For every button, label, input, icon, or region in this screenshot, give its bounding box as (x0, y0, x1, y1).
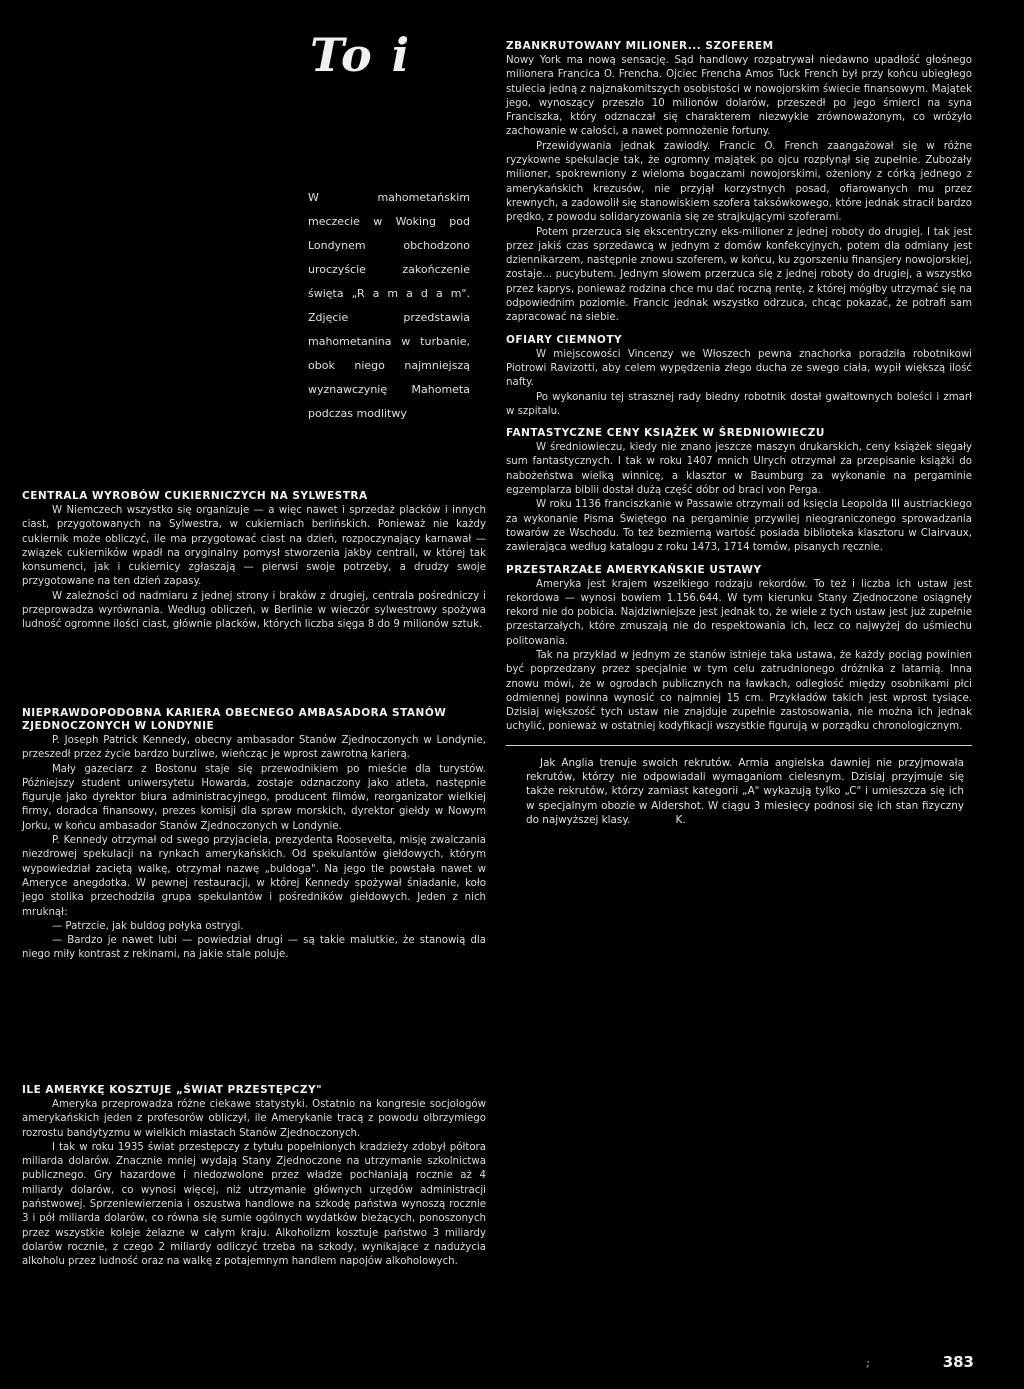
section-logo: To i (310, 28, 412, 82)
article-paragraph: Przewidywania jednak zawiodły. Francic O. French zaangażował się w różne ryzykowne spekulacje tak, że ogromny majątek po ojcu rozpłynął się zupełnie. Zubożały milioner, spokrewniony z wieloma bogaczami nowojorskimi, ożeniony z córką jednego z amerykańskich krezusów, nie przyjął korzystnych posad, ofiarowanych mu przez krewnych, a zadowolił się stanowiskiem szofera taksówkowego, które jednak stracił bardzo prędko, z powodu solidaryzowania się ze strajkującymi szoferami. (506, 140, 972, 224)
article-superstition (506, 334, 972, 419)
article-paragraph: P. Kennedy otrzymał od swego przyjaciela, prezydenta Roosevelta, misję zwalczania niezdrowej spekulacji na rynkach amerykańskich. Od spekulantów giełdowych, którym wypowiedział zaciętą walkę, otrzymał nazwę „buldoga". Na jego tle powstała nawet w Ameryce anegdotka. W pewnej restauracji, w której Kennedy spożywał śniadanie, koło jego stolika przechodziła grupa spekulantów i pośredników giełdowych. Jeden z nich mruknął: (22, 835, 486, 918)
author-initial: K. (675, 813, 686, 826)
article-paragraph: — Bardzo je nawet lubi — powiedział drugi — są takie malutkie, że stanowią dla niego miły kontrast z rekinami, na jakie stale poluje. (22, 935, 486, 961)
article-paragraph: W średniowieczu, kiedy nie znano jeszcze maszyn drukarskich, ceny książek sięgały sum fantastycznych. I tak w roku 1407 mnich Ulrych otrzymał za przepisanie książki do nabożeństwa wielką winnicę, a klasztor w Baumburg za wykonanie na pergaminie egzemplarza biblii dostał dużą część dóbr od braci von Perga. (506, 442, 972, 497)
article-paragraph: W zależności od nadmiaru z jednej strony i braków z drugiej, centrala pośredniczy i przeprowadza wyrównania. Według obliczeń, w Berlinie w wieczór sylwestrowy spożywa ludność ogromne ilości ciast, głównie placków, których liczba sięga 8 do 9 milionów sztuk. (22, 590, 486, 631)
article-headline: ILE AMERYKĘ KOSZTUJE „ŚWIAT PRZESTĘPCZY" (22, 1084, 323, 1096)
article-headline: NIEPRAWDOPODOBNA KARIERA OBECNEGO AMBASADORA STANÓW ZJEDNOCZONYCH W LONDYNIE (22, 707, 447, 732)
article-paragraph: W miejscowości Vincenzy we Włoszech pewna znachorka poradziła robotnikowi Piotrowi Ravizotti, aby celem wypędzenia złego ducha ze swego ciała, wypił większą ilość nafty. (506, 348, 972, 389)
article-paragraph: Tak na przykład w jednym ze stanów istnieje taka ustawa, że każdy pociąg powinien być poprzedzany przez specjalnie w tym celu zatrudnionego dróżnika z latarnią. Inna znowu mówi, że w ogrodach publicznych na ławkach, odległość między osobnikami płci odmiennej powinna wynosić co najmniej 15 cm. Przykładów takich jest wprost tysiące. Dzisiaj większość tych ustaw nie znajduje zupełnie zastosowania, nie można ich jednak uchylić, ponieważ w ostatniej kodyfikacji wszystkie figurują w porządku chronologicznym. (506, 649, 972, 733)
article-millionaire (506, 40, 972, 326)
article-paragraph: Ameryka przeprowadza różne ciekawe statystyki. Ostatnio na kongresie socjologów amerykańskich jeden z profesorów obliczył, ile Amerykanie tracą z powodu olbrzymiego rozrostu bandytyzmu w wielkich miastach Stanów Zjednoczonych. (22, 1099, 486, 1139)
article-headline: PRZESTARZAŁE AMERYKAŃSKIE USTAWY (506, 563, 762, 576)
article-paragraph: W roku 1136 franciszkanie w Passawie otrzymali od księcia Leopolda III austriackiego za wykonanie Pisma Świętego na pergaminie przywilej nieograniczonego sprowadzania towarów ze Wschodu. To też bezmierną wartość posiada biblioteka klasztoru w Clairvaux, zawierająca według katalogu z roku 1473, 1714 tomów, pisanych ręcznie. (506, 499, 972, 554)
article-paragraph: Nowy York ma nową sensację. Sąd handlowy rozpatrywał niedawno upadłość głośnego milionera Francica O. Frencha. Ojciec Frencha Amos Tuck French był przy końcu ubiegłego stulecia jedną z najznakomitszych osobistości w nowojorskim świecie finansowym. Majątek jego, wynoszący przeszło 10 milionów dolarów, przeszedł po jego śmierci na syna Franciszka, który odznaczał się charakterem niezwykle zrównoważonym, co wróżyło zachowanie w całości, a nawet pomnożenie fortuny. (506, 55, 972, 138)
article-paragraph: Ameryka jest krajem wszelkiego rodzaju rekordów. To też i liczba ich ustaw jest rekordowa — wynosi bowiem 1.156.644. W tym kierunku Stany Zjednoczone osiągnęły rekord nie do pobicia. Najdziwniejsze jest jednak to, że wiele z tych ustaw jest już zupełnie przestarzałych, które zmuszają nie do respektowania ich, lecz co najwyżej do uśmiechu politowania. (506, 578, 972, 647)
photo-caption-recruits (526, 756, 964, 827)
article-paragraph: Po wykonaniu tej strasznej rady biedny robotnik dostał gwałtownych boleści i zmarł w szpitalu. (506, 391, 972, 417)
article-old-laws (506, 564, 972, 735)
article-sylwester (22, 490, 486, 633)
article-paragraph: Potem przerzuca się ekscentryczny eks-milioner z jednej roboty do drugiej. I tak jest przez jakiś czas sprzedawcą w jednym z domów konfekcyjnych, potem dla odmiany jest dziennikarzem, następnie znowu szoferem, w końcu, ku zgorszeniu finansjery nowojorskiej, zostaje... pucybutem. Jednym słowem przerzuca się z jednej roboty do drugiej, a wszystko przez kaprys, ponieważ rodzina chce mu dać roczną rentę, z której mógłby utrzymać się na odpowiednim poziomie. Francic jednak wszystko odrzuca, chcąc pokazać, że potrafi sam zapracować na siebie. (506, 226, 972, 324)
divider (506, 745, 972, 746)
stray-mark: ; (866, 1355, 871, 1369)
article-paragraph: Mały gazeciarz z Bostonu staje się przewodnikiem po mieście dla turystów. Późniejszy student uniwersytetu Howarda, zostaje odznaczony jako atleta, następnie figuruje jako dyrektor biura administracyjnego, producent filmów, reorganizator wielkiej firmy, doradca finansowy, prezes komisji dla spraw morskich, dyrektor giełdy w Nowym Jorku, w końcu ambasador Stanów Zjednoczonych w Londynie. (22, 763, 486, 832)
article-kennedy (22, 707, 486, 963)
article-headline: OFIARY CIEMNOTY (506, 333, 623, 346)
article-paragraph: P. Joseph Patrick Kennedy, obecny ambasador Stanów Zjednoczonych w Londynie, przeszedł przez życie bardzo burzliwe, wieńcząc je wprost zawrotną karierą. (22, 735, 486, 761)
caption-text: W mahometańskim meczecie w Woking pod Londynem obchodzono uroczyście zakończenie święta „R a m a d a m". Zdjęcie przedstawia mahometanina w turbanie, obok niego najmniejszą wyznawczynię Mahometa podczas modlitwy (308, 191, 470, 420)
article-book-prices (506, 427, 972, 555)
article-paragraph: I tak w roku 1935 świat przestępczy z tytułu popełnionych kradzieży zdobył półtora miliarda dolarów. Znacznie mniej wydają Stany Zjednoczone na utrzymanie szkolnictwa publicznego. Gry hazardowe i niedozwolone przez władze pochłaniają rocznie aż 4 miliardy dolarów, co wynosi więcej, niż utrzymanie głównych urzędów administracji państwowej. Sprzeniewierzenia i oszustwa handlowe na szkodę państwa wynoszą rocznie 3 i pół miliarda dolarów, co równa się sumie ogólnych wydatków bieżących, ponoszonych przez wszystkie koleje żelazne w całym kraju. Alkoholizm kosztuje państwo 3 miliardy dolarów rocznie, z czego 2 miliardy odliczyć trzeba na szkody, wynikające z nadużycia alkoholu przez ludność oraz na walkę z potajemnym handlem napojów alkoholowych. (22, 1141, 486, 1268)
article-headline: ZBANKRUTOWANY MILIONER... SZOFEREM (506, 40, 774, 52)
article-headline: FANTASTYCZNE CENY KSIĄŻEK W ŚREDNIOWIECZU (506, 427, 825, 440)
article-paragraph: W Niemczech wszystko się organizuje — a więc nawet i sprzedaż placków i innych ciast, przygotowanych na Sylwestra, w cukierniach berlińskich. Ponieważ nie każdy cukiernik może obliczyć, ile ma przygotować ciast na dzień, rozpoczynający karnawał — związek cukierników wpadł na oryginalny pomysł stworzenia jakby centrali, w której tak konsumenci, jak i cukiernicy zgłaszają — pierwsi swoje potrzeby, a drudzy swoje przygotowane na ten dzień zapasy. (22, 505, 486, 588)
article-paragraph: — Patrzcie, jak buldog połyka ostrygi. (52, 920, 244, 932)
photo-caption-text: Jak Anglia trenuje swoich rekrutów. Armia angielska dawniej nie przyjmowała rekrutów, którzy nie odpowiadali wymaganiom cielesnym. Dzisiaj przyjmuje się także rekrutów, którzy zamiast kategorii „A" wykazują tylko „C" i umieszcza się ich w specjalnym obozie w Aldershot. W ciągu 3 miesięcy podnosi się ich stan fizyczny do najwyższej klasy. (526, 756, 964, 826)
photo-caption-top (308, 186, 470, 426)
right-column (506, 40, 972, 827)
article-headline: CENTRALA WYROBÓW CUKIERNICZYCH NA SYLWESTRA (22, 490, 368, 502)
page-number: 383 (942, 1353, 974, 1371)
article-crime-cost (22, 1084, 486, 1270)
